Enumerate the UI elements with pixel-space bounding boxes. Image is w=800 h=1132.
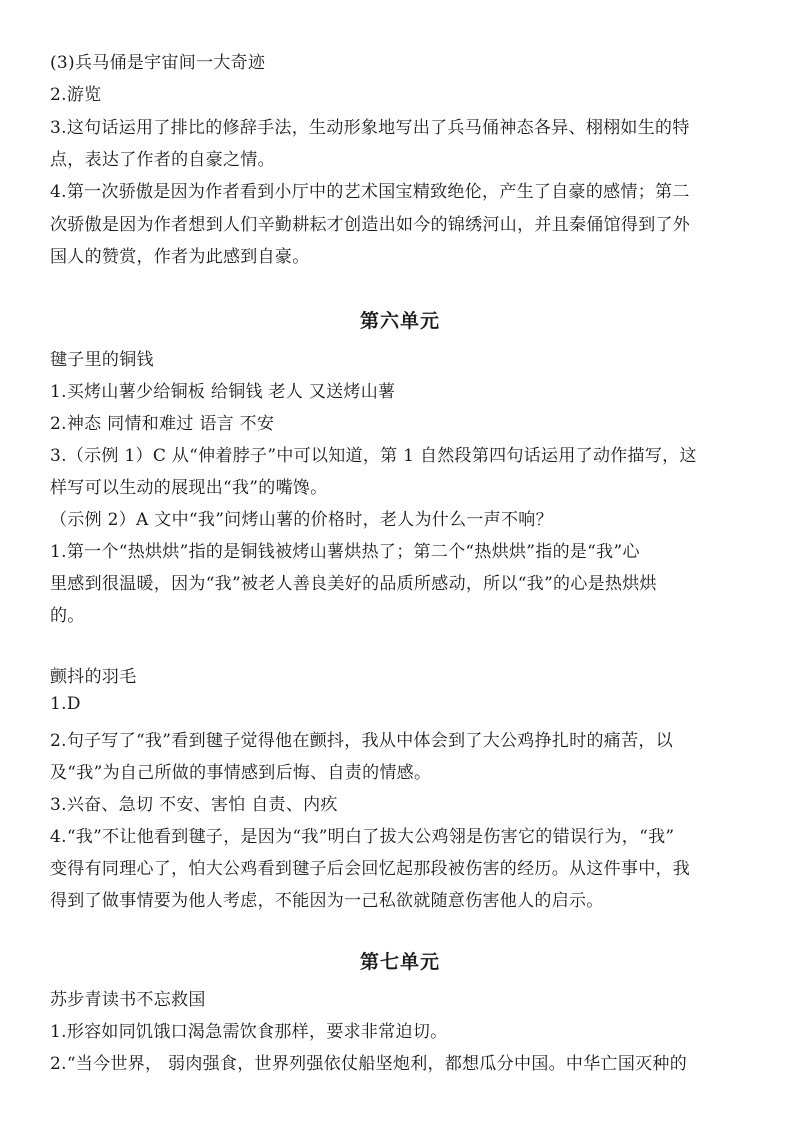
answer-line: 里感到很温暖，因为“我”被老人善良美好的品质所感动，所以“我”的心是热烘烘 xyxy=(50,574,657,594)
unit7-heading: 第七单元 xyxy=(359,951,440,973)
answer-line: 变得有同理心了，怕大公鸡看到毽子后会回忆起那段被伤害的经历。从这件事中，我 xyxy=(50,859,691,879)
answer-line: 1.形容如同饥饿口渴急需饮食那样，要求非常迫切。 xyxy=(50,1022,448,1042)
answer-line: 3.（示例 1）C 从“伸着脖子”中可以知道，第 1 自然段第四句话运用了动作描写，这 xyxy=(50,446,697,466)
answer-line: 2.游览 xyxy=(50,85,102,105)
answer-line: 3.兴奋、急切 不安、害怕 自责、内疚 xyxy=(50,795,338,815)
answer-line: 4.“我”不让他看到毽子，是因为“我”明白了拔大公鸡翎是伤害它的错误行为，“我” xyxy=(50,827,675,847)
answer-line: 样写可以生动的展现出“我”的嘴馋。 xyxy=(50,478,328,498)
answer-line: 点，表达了作者的自豪之情。 xyxy=(50,150,275,170)
answer-line: 的。 xyxy=(50,606,85,626)
unit6-heading: 第六单元 xyxy=(359,310,440,332)
answer-line: 次骄傲是因为作者想到人们辛勤耕耘才创造出如今的锦绣河山，并且秦俑馆得到了外 xyxy=(50,215,691,235)
answer-line: (3)兵马俑是宇宙间一大奇迹 xyxy=(50,53,266,73)
article-title: 毽子里的铜钱 xyxy=(50,350,154,370)
answer-line: （示例 2）A 文中“我”问烤山薯的价格时，老人为什么一声不响？ xyxy=(50,510,553,530)
answer-line: 得到了做事情要为他人考虑，不能因为一己私欲就随意伤害他人的启示。 xyxy=(50,891,604,911)
answer-line: 及“我”为自己所做的事情感到后悔、自责的情感。 xyxy=(50,763,432,783)
answer-line: 2.神态 同情和难过 语言 不安 xyxy=(50,414,275,434)
article-title: 颤抖的羽毛 xyxy=(50,667,137,687)
answer-line: 4.第一次骄傲是因为作者看到小厅中的艺术国宝精致绝伦，产生了自豪的感情；第二 xyxy=(50,182,690,202)
answer-line: 3.这句话运用了排比的修辞手法，生动形象地写出了兵马俑神态各异、栩栩如生的特 xyxy=(50,118,690,138)
article-title: 苏步青读书不忘救国 xyxy=(50,990,206,1010)
answer-line: 国人的赞赏，作者为此感到自豪。 xyxy=(50,247,310,267)
answer-line: 2.句子写了“我”看到毽子觉得他在颤抖，我从中体会到了大公鸡挣扎时的痛苦，以 xyxy=(50,731,673,751)
answer-line: 1.买烤山薯少给铜板 给铜钱 老人 又送烤山薯 xyxy=(50,382,396,402)
answer-line: 2.“当今世界， 弱肉强食，世界列强依仗船坚炮利，都想瓜分中国。中华亡国灭种的 xyxy=(50,1054,688,1074)
answer-line: 1.第一个“热烘烘”指的是铜钱被烤山薯烘热了；第二个“热烘烘”指的是“我”心 xyxy=(50,542,640,562)
answer-line: 1.D xyxy=(50,694,81,714)
